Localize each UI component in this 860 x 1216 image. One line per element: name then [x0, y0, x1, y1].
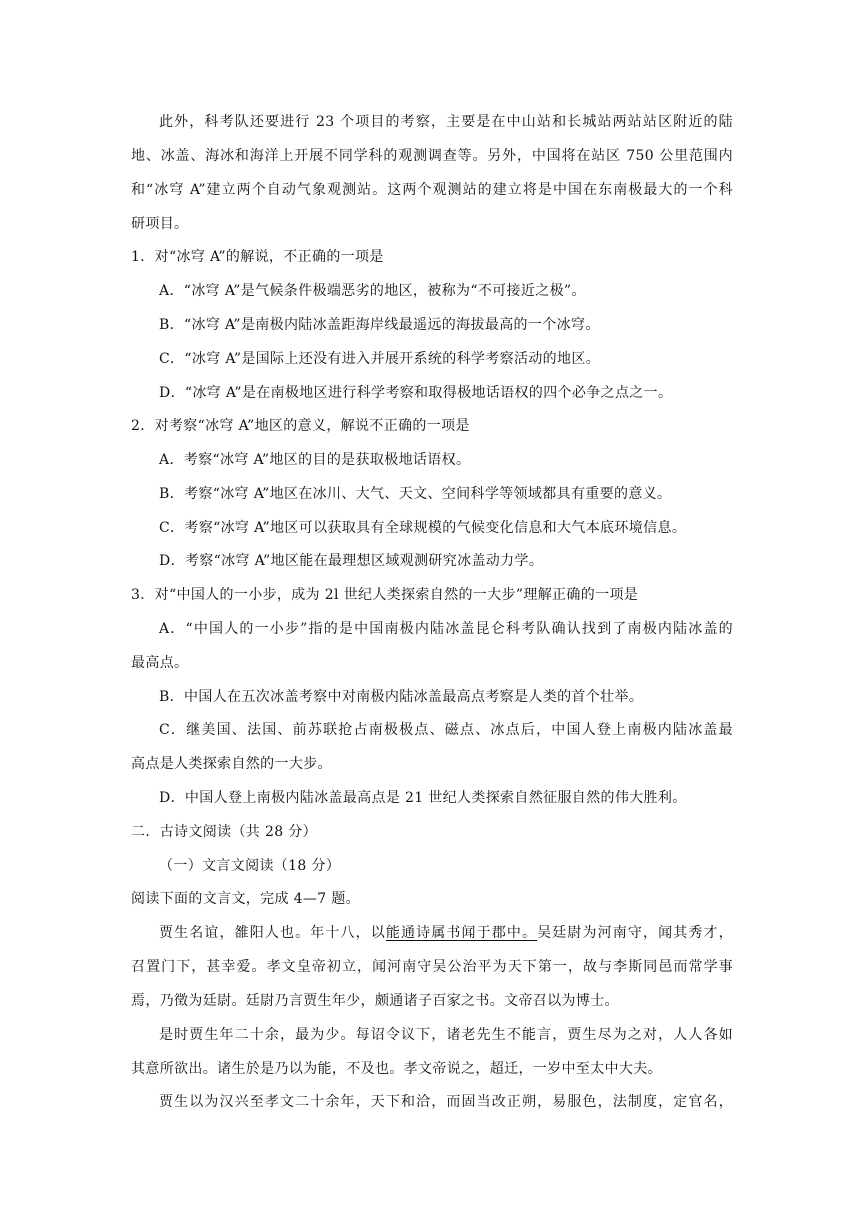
question-3-option-c-line-1: C．继美国、法国、前苏联抢占南极极点、磁点、冰点后，中国人登上南极内陆冰盖最	[159, 722, 733, 738]
intro-line-4: 研项目。	[131, 216, 189, 232]
passage-p3-line-1: 贾生以为汉兴至孝文二十余年，天下和洽，而固当改正朔，易服色，法制度，定官名，	[159, 1094, 733, 1110]
passage-p1-line-1	[159, 923, 733, 943]
intro-line-2: 地、冰盖、海冰和海洋上开展不同学科的观测调查等。另外，中国将在站区 750 公里范围内	[131, 148, 733, 164]
section-2-title: 二．古诗文阅读（共 28 分）	[131, 824, 317, 840]
question-2-option-d: D．考察“冰穹 A”地区能在最理想区域观测研究冰盖动力学。	[159, 553, 544, 569]
question-1-option-d: D．“冰穹 A”是在南极地区进行科学考察和取得极地话语权的四个必争之点之一。	[159, 385, 673, 401]
question-3-option-c-line-2: 高点是人类探索自然的一大步。	[131, 756, 332, 772]
question-2-stem: 2．对考察“冰穹 A”地区的意义，解说不正确的一项是	[131, 418, 470, 434]
question-3-stem: 3．对“中国人的一小步，成为 2l 世纪人类探索自然的一大步”理解正确的一项是	[131, 587, 639, 603]
passage-p2-line-2: 其意所欲出。诸生於是乃以为能，不及也。孝文帝说之，超迁，一岁中至太中大夫。	[131, 1061, 662, 1077]
question-1-stem: 1．对“冰穹 A”的解说，不正确的一项是	[131, 249, 384, 265]
question-3-option-a-line-2: 最高点。	[131, 655, 189, 671]
reading-instruction: 阅读下面的文言文，完成 4—7 题。	[131, 891, 361, 907]
intro-line-3: 和“冰穹 A”建立两个自动气象观测站。这两个观测站的建立将是中国在东南极最大的一个科	[131, 182, 733, 198]
question-2-option-c: C．考察“冰穹 A”地区可以获取具有全球规模的气候变化信息和大气本底环境信息。	[159, 520, 687, 536]
passage-p1-line-2: 召置门下，甚幸爱。孝文皇帝初立，闻河南守吴公治平为天下第一，故与李斯同邑而常学事	[131, 959, 733, 975]
underlined-sentence: 能通诗属书闻于郡中。	[385, 925, 538, 941]
question-3-option-a-line-1: A．“中国人的一小步”指的是中国南极内陆冰盖昆仑科考队确认找到了南极内陆冰盖的	[159, 621, 733, 637]
intro-line-1: 此外，科考队还要进行 23 个项目的考察，主要是在中山站和长城站两站站区附近的陆	[159, 114, 733, 130]
section-2-subtitle: （一）文言文阅读（18 分）	[159, 858, 341, 874]
question-2-option-a: A．考察“冰穹 A”地区的目的是获取极地话语权。	[159, 452, 471, 468]
document-page	[131, 0, 733, 1216]
question-1-option-b: B．“冰穹 A”是南极内陆冰盖距海岸线最遥远的海拔最高的一个冰穹。	[159, 317, 600, 333]
question-1-option-a: A．“冰穹 A”是气候条件极端恶劣的地区，被称为“不可接近之极”。	[159, 283, 586, 299]
passage-p1-line-3: 焉，乃徵为廷尉。廷尉乃言贾生年少，颇通诸子百家之书。文帝召以为博士。	[131, 993, 619, 1009]
question-3-option-b: B．中国人在五次冰盖考察中对南极内陆冰盖最高点考察是人类的首个壮举。	[159, 689, 644, 705]
question-3-option-d: D．中国人登上南极内陆冰盖最高点是 21 世纪人类探索自然征服自然的伟大胜利。	[159, 790, 687, 806]
passage-p2-line-1: 是时贾生年二十余，最为少。每诏令议下，诸老先生不能言，贾生尽为之对，人人各如	[159, 1027, 733, 1043]
question-1-option-c: C．“冰穹 A”是国际上还没有进入并展开系统的科学考察活动的地区。	[159, 351, 601, 367]
question-2-option-b: B．考察“冰穹 A”地区在冰川、大气、天文、空间科学等领域都具有重要的意义。	[159, 486, 672, 502]
passage-p1-line-1-pre: 贾生名谊，雒阳人也。年十八，以	[159, 925, 386, 941]
passage-p1-line-1-post: 吴廷尉为河南守，闻其秀才，	[537, 925, 734, 941]
